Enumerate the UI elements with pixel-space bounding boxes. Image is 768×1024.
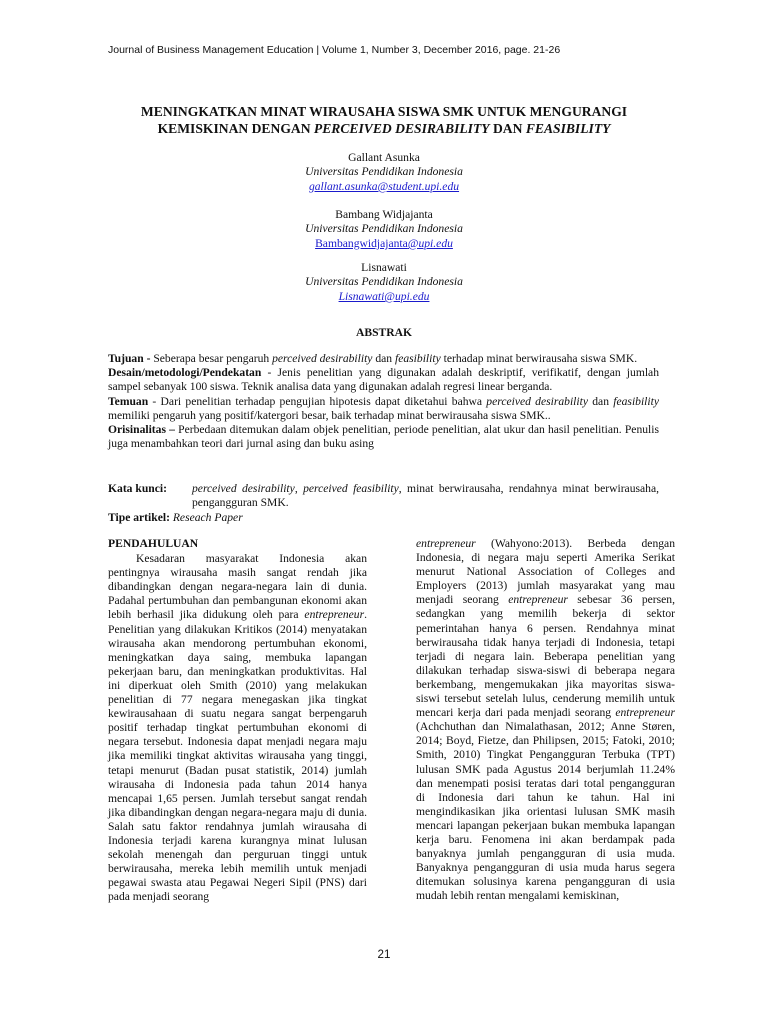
page-number: 21 xyxy=(377,948,391,961)
left-column xyxy=(108,537,367,904)
keywords-block xyxy=(108,482,659,526)
keywords-label: Kata kunci: xyxy=(108,482,167,495)
author-email-link[interactable]: Lisnawati@upi.edu xyxy=(338,289,430,303)
section-heading: PENDAHULUAN xyxy=(108,537,199,550)
author-email-link[interactable]: Bambangwidjajanta@upi.edu xyxy=(315,236,453,250)
article-type: Tipe artikel: Reseach Paper xyxy=(108,511,243,525)
author-affiliation: Universitas Pendidikan Indonesia xyxy=(305,165,463,179)
keywords-text: perceived desirability, perceived feasibility, minat berwirausaha, rendahnya minat berwirausaha, pengangguran SMK. xyxy=(192,482,659,510)
right-column xyxy=(416,537,675,903)
keywords-row xyxy=(108,482,659,510)
author-block-2 xyxy=(80,208,688,251)
author-affiliation: Universitas Pendidikan Indonesia xyxy=(305,222,463,236)
author-name: Gallant Asunka xyxy=(348,151,420,164)
author-email-link[interactable]: gallant.asunka@student.upi.edu xyxy=(308,179,460,193)
abstract-tujuan: Tujuan - Seberapa besar pengaruh perceived desirability dan feasibility terhadap minat berwirausaha siswa SMK. xyxy=(108,352,638,365)
author-affiliation: Universitas Pendidikan Indonesia xyxy=(305,275,463,289)
author-block-3 xyxy=(80,261,688,304)
intro-paragraph-1: Kesadaran masyarakat Indonesia akan pentingnya wirausaha masih sangat rendah jika dibandingkan dengan negara-negara lain di dunia. Padahal pertumbuhan dan pembangunan ekonomi akan lebih berhasil jika didukung oleh para entrepreneur. Penelitian yang dilakukan Kritikos (2014) menyatakan wirausaha akan mendorong pertumbuhan ekonomi, meningkatkan daya saing, membuka lapangan pekerjaan baru, dan meningkatkan produktivitas. Hal ini diperkuat oleh Smith (2010) yang melakukan penelitian di 77 negara menegaskan jika tingkat kewirausahaan di suatu negara sangat berpengaruh positif terhadap tingkat pertumbuhan ekonomi di negara tersebut. Indonesia dapat menjadi negara maju jika memiliki tingkat aktivitas wirausaha yang tinggi, tetapi menurut (Badan pusat statistik, 2014) jumlah wirausaha di Indonesia pada tahun 2014 hanya mencapai 1,65 persen. Jumlah tersebut sangat rendah jika dibandingkan dengan negara-negara maju di dunia. Salah satu faktor rendahnya jumlah wirausaha di Indonesia terjadi karena kurangnya minat lulusan sekolah menengah dan perguruan tinggi untuk berwirausaha, mereka lebih memilih untuk menjadi pegawai swasta atau Pegawai Negeri Sipil (PNS) dari pada menjadi seorang xyxy=(108,552,367,904)
author-name: Bambang Widjajanta xyxy=(335,208,433,221)
abstract-temuan: Temuan - Dari penelitian terhadap pengujian hipotesis dapat diketahui bahwa perceived desirability dan feasibility memiliki pengaruh yang positif/katergori besar, baik terhadap minat berwirausaha siswa SMK.. xyxy=(108,394,659,422)
title-line-1: MENINGKATKAN MINAT WIRAUSAHA SISWA SMK UNTUK MENGURANGI xyxy=(140,104,628,119)
journal-header: Journal of Business Management Education | Volume 1, Number 3, December 2016, page. 21-26 xyxy=(108,44,561,56)
paper-title xyxy=(80,103,688,137)
title-line-2: KEMISKINAN DENGAN PERCEIVED DESIRABILITY DAN FEASIBILITY xyxy=(157,121,611,136)
intro-paragraph-2: entrepreneur (Wahyono:2013). Berbeda dengan Indonesia, di negara maju seperti Amerika Serikat menurut National Association of Colleges and Employers (2013) jumlah masyarakat yang mau menjadi seorang entrepreneur sebesar 36 persen, sedangkan yang memilih bekerja di sektor pemerintahan hanya 6 persen. Rendahnya minat berwirausaha tidak hanya terjadi di Indonesia, tetapi terjadi di negara lain. Beberapa penelitian yang dilakukan terhadap siswa-siswi di beberapa negara berkembang, mengemukakan jika mayoritas siswa-siswi tersebut setelah lulus, cenderung memilih untuk mencari kerja dari pada menjadi seorang entrepreneur (Achchuthan dan Nimalathasan, 2012; Anne Støren, 2014; Boyd, Fietze, dan Philipsen, 2015; Fatoki, 2010; Smith, 2010) Tingkat Pengangguran Terbuka (TPT) lulusan SMK pada Agustus 2014 berjumlah 11.24% dan menempati posisi teratas dari total pengangguran di Indonesia dari tahun ke tahun. Hal ini mengindikasikan jika orientasi lulusan SMK masih mencari lapangan pekerjaan bukan membuka lapangan kerja baru. Fenomena ini akan berdampak pada banyaknya jumlah pengangguran di usia muda. Banyaknya pengangguran di usia muda harus segera ditemukan solusinya karena pengangguran di usia mudah lebih rentan mengalami kemiskinan, xyxy=(416,537,675,903)
abstract-orisinalitas: Orisinalitas – Perbedaan ditemukan dalam objek penelitian, periode penelitian, alat ukur dan hasil penelitian. Penulis juga menambahkan teori dari jurnal asing dan buku asing xyxy=(108,423,659,451)
abstract-heading: ABSTRAK xyxy=(355,326,413,339)
author-name: Lisnawati xyxy=(361,261,407,274)
abstract-desain: Desain/metodologi/Pendekatan - Jenis penelitian yang digunakan adalah deskriptif, verifikatif, dengan jumlah sampel sebanyak 100 siswa. Teknik analisa data yang digunakan adalah regresi linear berganda. xyxy=(108,366,659,394)
abstract-body xyxy=(108,352,659,451)
author-block-1 xyxy=(80,151,688,194)
